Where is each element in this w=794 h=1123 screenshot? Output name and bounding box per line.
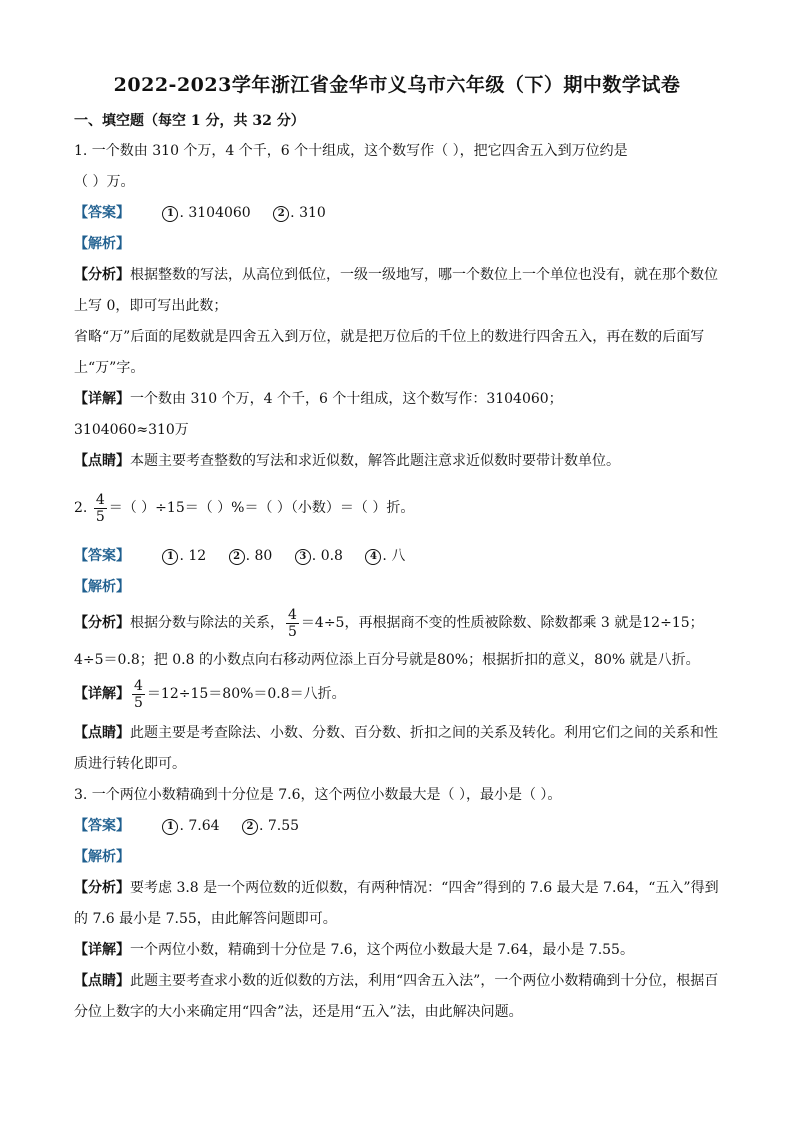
q3-fenxi-1 — [74, 879, 719, 897]
q1-jiexi — [74, 235, 130, 253]
q1-text-line2: （ ）万。 — [74, 174, 135, 190]
q1-xiangjie-2: 3104060≈310万 — [74, 422, 189, 438]
jiexi-label: 【解析】 — [74, 236, 130, 252]
fenxi-label: 【分析】 — [74, 880, 130, 896]
q1-fenxi-text-1: 根据整数的写法，从高位到低位，一级一级地写，哪一个数位上一个单位也没有，就在那个数位 — [130, 267, 718, 283]
q1-fenxi-2: 上写 0，即可写出此数； — [74, 298, 228, 314]
fraction-denominator: 5 — [95, 508, 105, 525]
fraction-denominator: 5 — [288, 623, 297, 640]
q3-answer-2: . 7.55 — [258, 818, 300, 834]
q2-answer-4: . 八 — [382, 548, 406, 564]
q2-answer-3: . 0.8 — [311, 548, 343, 564]
q2-xiangjie — [74, 677, 346, 711]
q3-answer — [74, 817, 299, 835]
fraction-4-5 — [94, 492, 107, 525]
xiangjie-label: 【详解】 — [74, 686, 130, 702]
q1-fenxi-1 — [74, 266, 718, 284]
q1-xiangjie-1 — [74, 390, 563, 408]
circled-number-1: 1 — [162, 206, 178, 222]
fenxi-label: 【分析】 — [74, 267, 130, 283]
q3-dianjing-2: 分位上数字的大小来确定用“四舍”法，还是用“五入”法，由此解决问题。 — [74, 1004, 523, 1020]
answer-label: 【答案】 — [74, 548, 130, 564]
circled-number-3: 3 — [295, 549, 311, 565]
circled-number-4: 4 — [365, 549, 381, 565]
dianjing-label: 【点睛】 — [74, 453, 130, 469]
fraction-4-5 — [132, 678, 145, 711]
q2-answer-1: . 12 — [179, 548, 207, 564]
circled-number-2: 2 — [242, 819, 258, 835]
q2-dianjing-text: 此题主要是考查除法、小数、分数、百分数、折扣之间的关系及转化。利用它们之间的关系和性 — [130, 725, 718, 741]
circled-number-1: 1 — [162, 549, 178, 565]
q2-answer-2: . 80 — [245, 548, 273, 564]
q3-jiexi — [74, 848, 130, 866]
q2-fenxi-text-b: ＝4÷5，再根据商不变的性质被除数、除数都乘 3 就是12÷15； — [300, 615, 704, 631]
q3-fenxi-text: 要考虑 3.8 是一个两位数的近似数，有两种情况：“四舍”得到的 7.6 最大是 7.64，“五入”得到 — [130, 880, 719, 896]
q2-answer — [74, 547, 405, 565]
section-heading: 一、填空题（每空 1 分，共 32 分） — [74, 113, 305, 129]
jiexi-label: 【解析】 — [74, 849, 130, 865]
xiangjie-label: 【详解】 — [74, 391, 130, 407]
q2-dianjing-2: 质进行转化即可。 — [74, 756, 186, 772]
q3-xiangjie-text: 一个两位小数，精确到十分位是 7.6，这个两位小数最大是 7.64，最小是 7.55。 — [130, 942, 634, 958]
circled-number-2: 2 — [229, 549, 245, 565]
q3-text: 3. 一个两位小数精确到十分位是 7.6，这个两位小数最大是（ ），最小是（ ）。 — [74, 787, 562, 803]
q2-xiangjie-text: ＝12÷15＝80%＝0.8＝八折。 — [146, 686, 346, 702]
answer-label: 【答案】 — [74, 818, 130, 834]
page-title: 2022-2023学年浙江省金华市义乌市六年级（下）期中数学试卷 — [113, 74, 681, 96]
q2-text-rest: ＝（ ）÷15＝（ ）%＝（ ）（小数）＝（ ）折。 — [108, 500, 415, 516]
q3-answer-1: . 7.64 — [179, 818, 220, 834]
circled-number-1: 1 — [162, 819, 178, 835]
q1-answer — [74, 204, 326, 222]
fraction-4-5 — [286, 607, 299, 640]
answer-label: 【答案】 — [74, 205, 130, 221]
q1-answer-2: . 310 — [290, 205, 326, 221]
q2-fenxi-1 — [74, 606, 704, 640]
q1-dianjing-text: 本题主要考查整数的写法和求近似数，解答此题注意求近似数时要带计数单位。 — [130, 453, 620, 469]
q1-dianjing — [74, 452, 620, 470]
fenxi-label: 【分析】 — [74, 615, 130, 631]
q2-fenxi-2: 4÷5＝0.8；把 0.8 的小数点向右移动两位添上百分号就是80%；根据折扣的意义，80% 就是八折。 — [74, 652, 700, 668]
dianjing-label: 【点睛】 — [74, 973, 130, 989]
xiangjie-label: 【详解】 — [74, 942, 130, 958]
q1-fenxi-4: 上“万”字。 — [74, 360, 145, 376]
fraction-denominator: 5 — [134, 694, 143, 711]
q3-xiangjie — [74, 941, 634, 959]
q1-xiangjie-text: 一个数由 310 个万，4 个千，6 个十组成，这个数写作：3104060； — [130, 391, 563, 407]
fraction-numerator: 4 — [95, 491, 105, 508]
q2-jiexi — [74, 578, 130, 596]
fraction-numerator: 4 — [134, 677, 143, 694]
q1-text-line1: 1. 一个数由 310 个万，4 个千，6 个十组成，这个数写作（ ），把它四舍五入到万位约是 — [74, 143, 628, 159]
fraction-numerator: 4 — [288, 606, 297, 623]
q1-answer-1: . 3104060 — [179, 205, 251, 221]
q2-text — [74, 491, 414, 525]
jiexi-label: 【解析】 — [74, 579, 130, 595]
q1-fenxi-3: 省略“万”后面的尾数就是四舍五入到万位，就是把万位后的千位上的数进行四舍五入，再在数的后面写 — [74, 329, 705, 345]
circled-number-2: 2 — [273, 206, 289, 222]
dianjing-label: 【点睛】 — [74, 725, 130, 741]
q2-number: 2. — [74, 500, 88, 516]
q2-fenxi-text-a: 根据分数与除法的关系， — [130, 615, 284, 631]
q3-fenxi-2: 的 7.6 最小是 7.55，由此解答问题即可。 — [74, 911, 337, 927]
q3-dianjing-1 — [74, 972, 718, 990]
q3-dianjing-text: 此题主要考查求小数的近似数的方法，利用“四舍五入法”，一个两位小数精确到十分位，根据百 — [130, 973, 719, 989]
q2-dianjing-1 — [74, 724, 718, 742]
